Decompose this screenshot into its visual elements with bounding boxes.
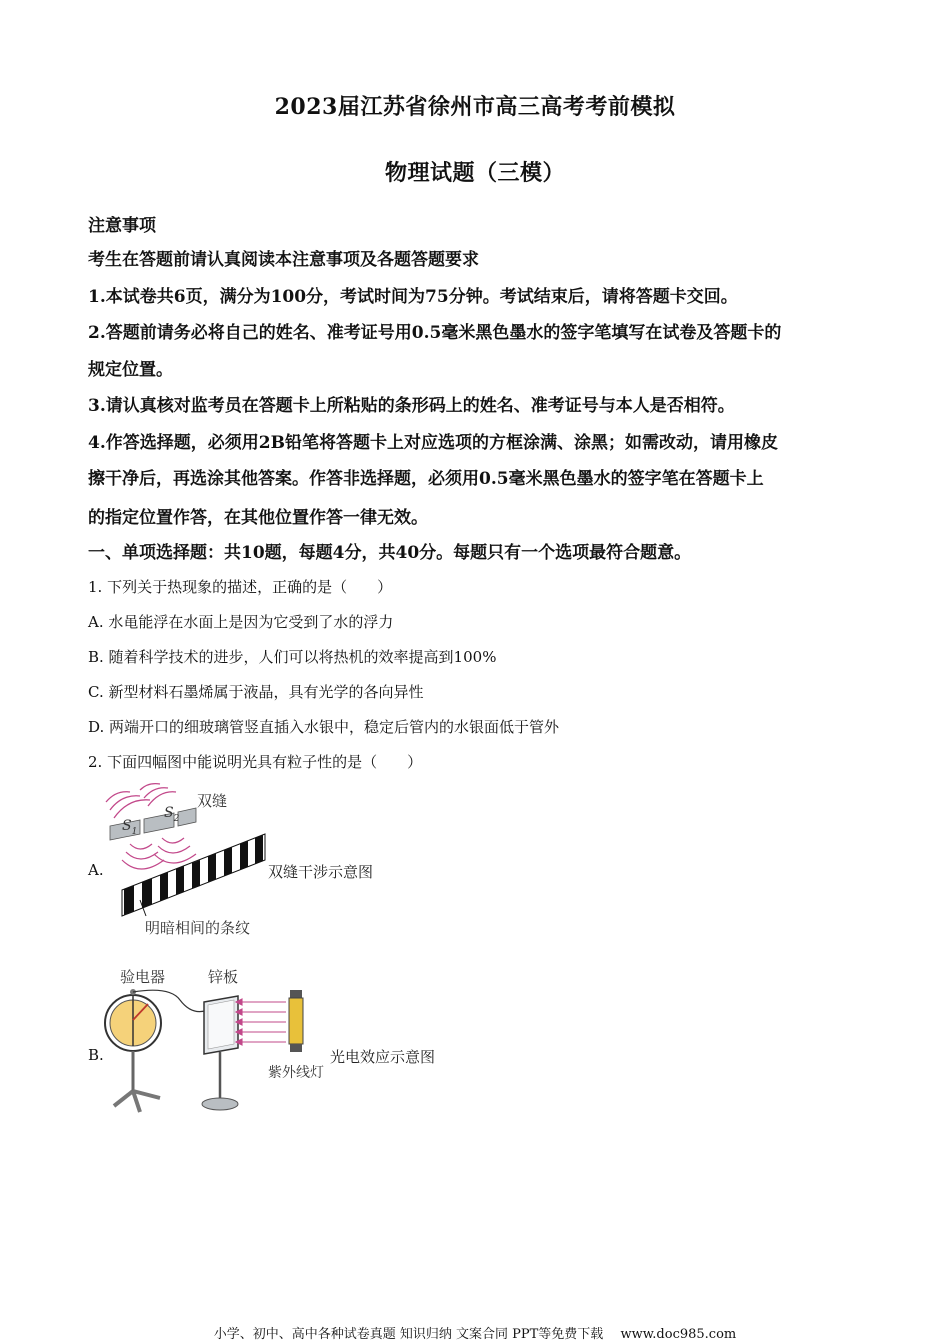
q1-stem: 1. 下列关于热现象的描述，正确的是（ ）: [88, 578, 393, 596]
notice-intro: 考生在答题前请认真阅读本注意事项及各题答题要求: [88, 250, 479, 270]
q1-option-d: D. 两端开口的细玻璃管竖直插入水银中，稳定后管内的水银面低于管外: [88, 718, 560, 736]
q1-option-c: C. 新型材料石墨烯属于液晶，具有光学的各向异性: [88, 683, 424, 701]
q1-option-b: B. 随着科学技术的进步，人们可以将热机的效率提高到100%: [88, 648, 497, 666]
page-title-line1: 2023届江苏省徐州市高三高考考前模拟: [274, 94, 676, 120]
uv-rays: [236, 999, 286, 1045]
label-zinc-plate: 锌板: [208, 968, 239, 986]
q2-option-b-letter: B.: [88, 1046, 104, 1064]
q1-option-a: A. 水黾能浮在水面上是因为它受到了水的浮力: [88, 613, 394, 631]
label-s1-letter: S: [122, 818, 132, 834]
notice-heading: 注意事项: [88, 216, 156, 236]
q2-stem: 2. 下面四幅图中能说明光具有粒子性的是（ ）: [88, 753, 423, 771]
electroscope: [105, 989, 161, 1112]
section-heading: 一、单项选择题：共10题，每题4分，共40分。每题只有一个选项最符合题意。: [88, 543, 692, 563]
uv-lamp: [289, 990, 303, 1052]
notice-item-1: 1.本试卷共6页，满分为100分，考试时间为75分钟。考试结束后，请将答题卡交回。: [88, 287, 738, 307]
label-electroscope: 验电器: [120, 968, 166, 986]
page-footer: 小学、初中、高中各种试卷真题 知识归纳 文案合同 PPT等免费下载 www.doc985.com: [213, 1327, 737, 1342]
label-s2: [164, 805, 179, 824]
label-uv-lamp: 紫外线灯: [268, 1065, 324, 1081]
notice-item-4-cont1: 擦干净后，再选涂其他答案。作答非选择题，必须用0.5毫米黑色墨水的签字笔在答题卡上: [88, 469, 764, 489]
notice-item-3: 3.请认真核对监考员在答题卡上所粘贴的条形码上的姓名、准考证号与本人是否相符。: [88, 396, 735, 416]
label-fringes: 明暗相间的条纹: [145, 919, 251, 937]
label-s2-sub: 2: [173, 813, 180, 824]
notice-item-4-cont2: 的指定位置作答，在其他位置作答一律无效。: [88, 508, 428, 528]
label-s1: [122, 818, 137, 837]
label-slits: 双缝: [197, 792, 228, 810]
caption-double-slit: 双缝干涉示意图: [268, 863, 374, 881]
label-s2-letter: S: [164, 805, 174, 821]
page-title-line2: 物理试题（三模）: [384, 160, 565, 186]
label-s1-sub: 1: [131, 826, 138, 837]
notice-item-2-cont: 规定位置。: [88, 360, 173, 380]
notice-item-2: 2.答题前请务必将自己的姓名、准考证号用0.5毫米黑色墨水的签字笔填写在试卷及答题卡的: [88, 323, 782, 343]
fringe-screen: [122, 834, 265, 916]
diffracted-wave-arcs: [122, 838, 196, 869]
photoelectric-figure: [100, 988, 330, 1118]
notice-item-4: 4.作答选择题，必须用2B铅笔将答题卡上对应选项的方框涂满、涂黑；如需改动，请用橡皮: [88, 433, 778, 453]
caption-photoelectric: 光电效应示意图: [330, 1048, 436, 1066]
q2-option-a-letter: A.: [88, 861, 104, 879]
zinc-plate: [202, 996, 238, 1110]
